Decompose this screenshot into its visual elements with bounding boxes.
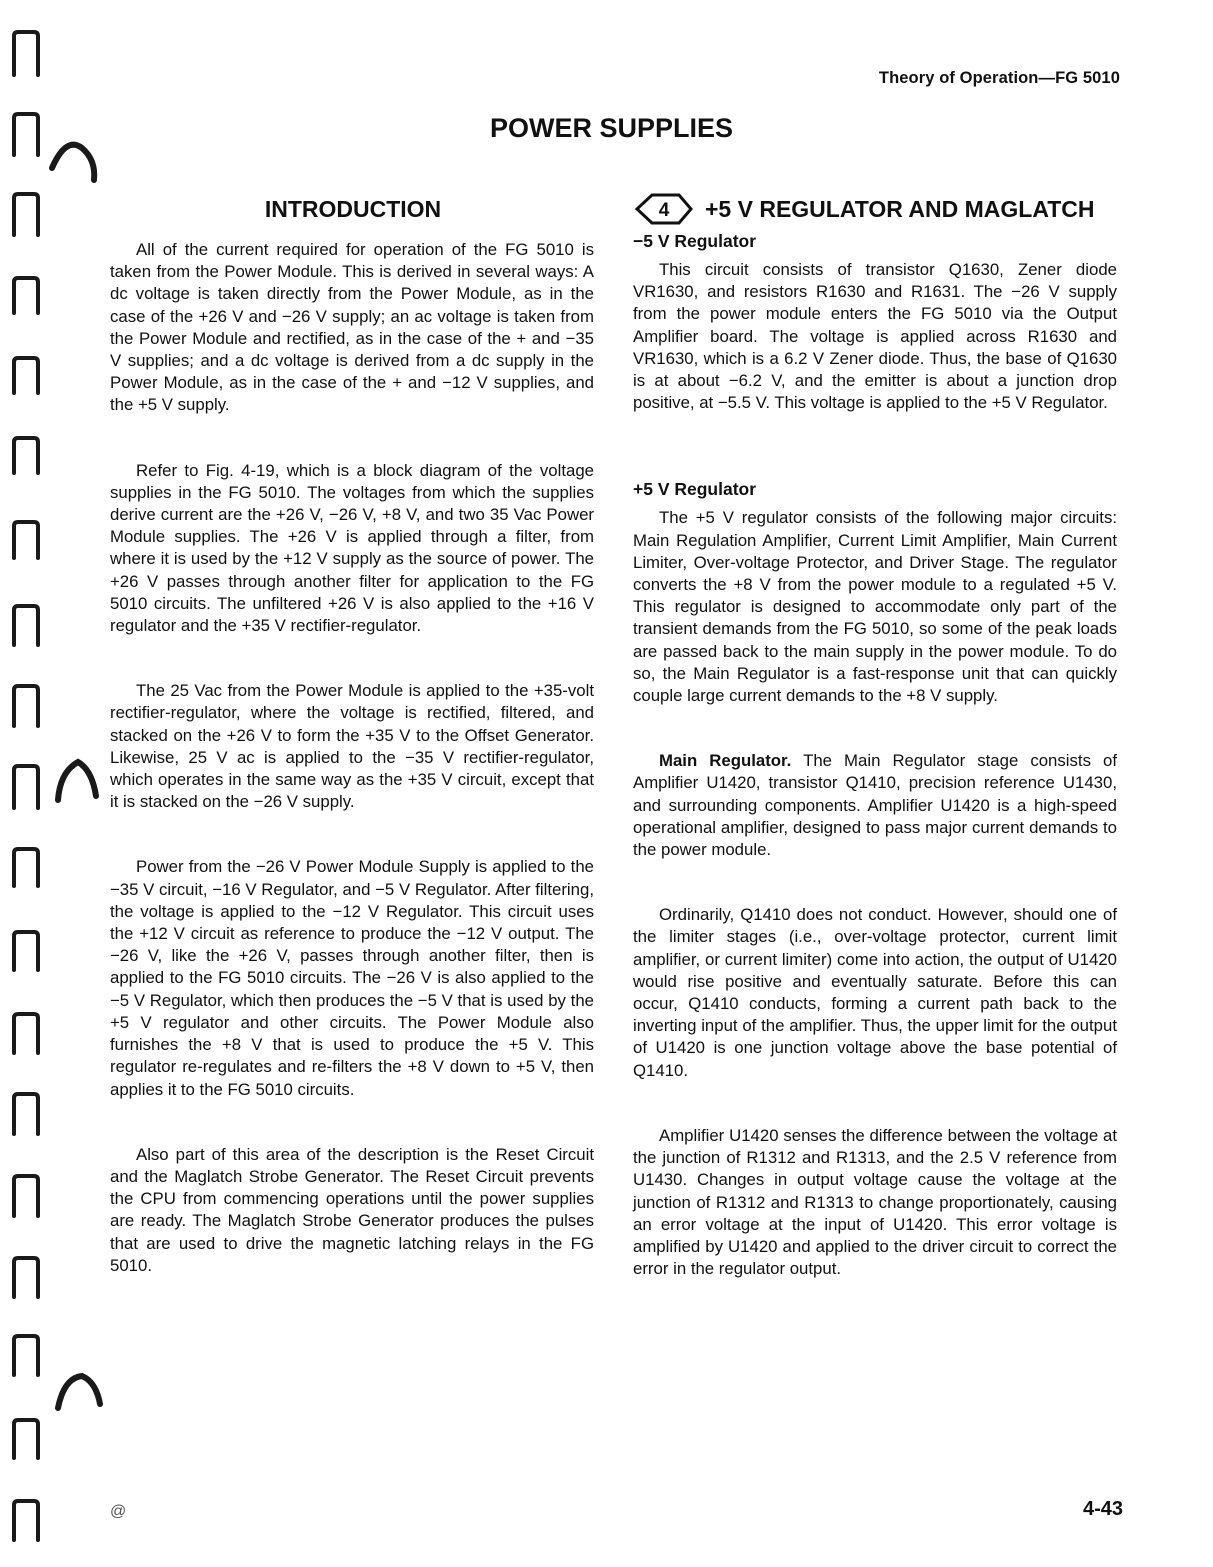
paragraph: All of the current required for operation of the FG 5010 is taken from the Power Module. This is derived in several ways: A dc voltage is taken directly from the Power Module, as in the case of the +26 V and −26 V supply; an ac voltage is taken from the Power Module and rectified, as in the case of the + and −35 V supplies; and a dc voltage is derived from a dc supply in the Power Module, as in the case of the + and −12 V supplies, and the +5 V supply. [110, 240, 594, 415]
paragraph: This circuit consists of transistor Q1630, Zener diode VR1630, and resistors R1630 and R1631. The −26 V supply from the power module enters the FG 5010 via the Output Amplifier board. The voltage is applied across R1630 and VR1630, which is a 6.2 V Zener diode. Thus, the base of Q1630 is at about −6.2 V, and the emitter is about a junction drop positive, at −5.5 V. This voltage is applied to the +5 V Regulator. [633, 260, 1117, 413]
paragraph: Also part of this area of the description is the Reset Circuit and the Maglatch Strobe Generator. The Reset Circuit prevents the CPU from commencing operations until the power supplies are ready. The Maglatch Strobe Generator produces the pulses that are used to drive the magnetic latching relays in the FG 5010. [110, 1144, 594, 1275]
diagram-diamond-icon [633, 193, 695, 225]
section-heading-introduction: INTRODUCTION [264, 196, 442, 222]
diagram-number: 4 [658, 200, 670, 221]
paragraph-text: The Main Regulator stage consists of Amplifier U1420, transistor Q1410, precision reference U1430, and surrounding components. Amplifier U1420 is a high-speed operational amplifier, designed to pass major current demands to the power module. [633, 751, 1117, 860]
binder-punch-marks [0, 0, 110, 1567]
running-head: Theory of Operation—FG 5010 [878, 69, 1120, 87]
paragraph-main-regulator [633, 750, 1117, 861]
footer-mark: @ [110, 1503, 127, 1520]
paragraph: Ordinarily, Q1410 does not conduct. However, should one of the limiter stages (i.e., over-voltage protector, current limit amplifier, or current limiter) come into action, the output of U1420 would rise positive and eventually saturate. Before this can occur, Q1410 conducts, forming a current path back to the inverting input of the amplifier. Thus, the upper limit for the output of U1420 is one junction voltage above the base potential of Q1410. [633, 905, 1117, 1080]
paragraph: Refer to Fig. 4-19, which is a block diagram of the voltage supplies in the FG 5010. The voltages from which the supplies derive current are the +26 V, −26 V, +8 V, and two 35 Vac Power Module supplies. The +26 V is applied through a filter, from where it is used by the +12 V supply as the source of power. The +26 V passes through another filter for application to the FG 5010 circuits. The unfiltered +26 V is also applied to the +16 V regulator and the +35 V rectifier-regulator. [110, 460, 594, 636]
page-title: POWER SUPPLIES [489, 113, 734, 143]
paragraph: The 25 Vac from the Power Module is applied to the +35-volt rectifier-regulator, where the voltage is rectified, filtered, and stacked on the +26 V to form the +35 V to the Offset Generator. Likewise, 25 V ac is applied to the −35 V rectifier-regulator, which operates in the same way as the +35 V circuit, except that it is stacked on the −26 V supply. [110, 681, 594, 812]
paragraph: Power from the −26 V Power Module Supply is applied to the −35 V circuit, −16 V Regulator, and −5 V Regulator. After filtering, the voltage is applied to the −12 V Regulator. This circuit uses the +12 V circuit as reference to produce the −12 V output. The −26 V, like the +26 V, passes through another filter, then is applied to the FG 5010 circuits. The −26 V is also applied to the −5 V Regulator, which then produces the −5 V that is used by the +5 V regulator and other circuits. The Power Module also furnishes the +8 V that is used to produce the +5 V. This regulator re-regulates and re-filters the +8 V down to +5 V, then applies it to the FG 5010 circuits. [110, 857, 594, 1099]
page-number: 4-43 [1082, 1498, 1123, 1520]
left-column [110, 193, 594, 1277]
paragraph: Amplifier U1420 senses the difference between the voltage at the junction of R1312 and R1313, and the 2.5 V reference from U1430. Changes in output voltage cause the voltage at the junction of R1312 and R1313 to change proportionately, causing an error voltage at the input of U1420. This error voltage is amplified by U1420 and applied to the driver circuit to correct the error in the regulator output. [633, 1125, 1117, 1279]
run-in-heading: Main Regulator. [659, 751, 792, 771]
section-heading-regulator [633, 193, 1117, 225]
heading-text: +5 V REGULATOR AND MAGLATCH [705, 196, 1095, 222]
right-column [633, 193, 1117, 1280]
subheading-plus5v: +5 V Regulator [633, 479, 757, 500]
paragraph: The +5 V regulator consists of the following major circuits: Main Regulation Amplifier, Current Limit Amplifier, Main Current Limiter, Over-voltage Protector, and Driver Stage. The regulator converts the +8 V from the power module to a regulated +5 V. This regulator is designed to accommodate only part of the transient demands from the FG 5010, so some of the peak loads are passed back to the main supply in the power module. To do so, the Main Regulator is a fast-response unit that can quickly couple large current demands to the +8 V supply. [633, 508, 1117, 706]
subheading-minus5v: −5 V Regulator [633, 231, 757, 251]
